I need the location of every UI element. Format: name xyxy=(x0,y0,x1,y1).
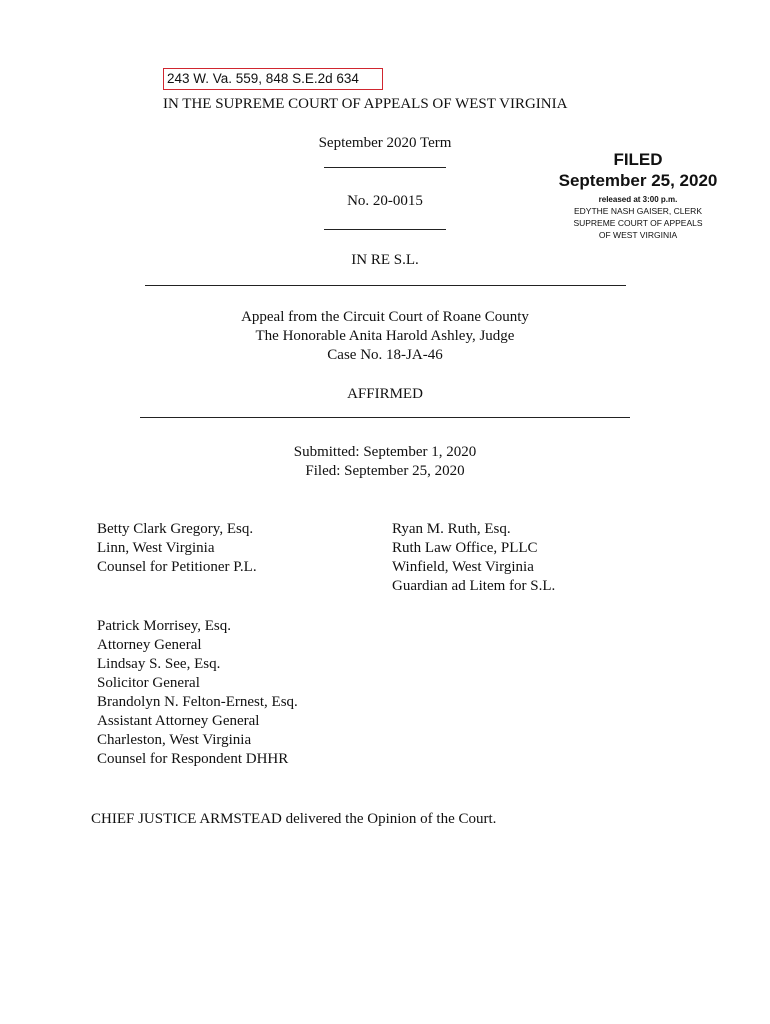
counsel-line: Brandolyn N. Felton-Ernest, Esq. xyxy=(97,694,298,710)
counsel-line: Assistant Attorney General xyxy=(97,713,260,729)
divider-long xyxy=(145,285,626,286)
case-dates xyxy=(185,443,585,481)
filed-court-line: OF WEST VIRGINIA xyxy=(598,230,678,240)
divider-long xyxy=(140,417,630,418)
docket-number: No. 20-0015 xyxy=(347,193,423,209)
opinion-delivered-by: CHIEF JUSTICE ARMSTEAD delivered the Opinion of the Court. xyxy=(91,811,497,827)
citation-link[interactable]: 243 W. Va. 559, 848 S.E.2d 634 xyxy=(163,68,383,90)
appeal-court: Appeal from the Circuit Court of Roane County xyxy=(241,309,529,325)
filed-stamp xyxy=(552,150,724,241)
counsel-petitioner xyxy=(97,520,257,577)
counsel-guardian xyxy=(392,520,555,596)
case-title: IN RE S.L. xyxy=(351,252,419,268)
divider-short xyxy=(324,229,446,230)
counsel-line: Patrick Morrisey, Esq. xyxy=(97,618,232,634)
counsel-line: Ryan M. Ruth, Esq. xyxy=(392,521,511,537)
filed-date-line: Filed: September 25, 2020 xyxy=(305,463,465,479)
filed-clerk: EDYTHE NASH GAISER, CLERK xyxy=(573,206,702,216)
counsel-line: Counsel for Respondent DHHR xyxy=(97,751,289,767)
filed-release-time: released at 3:00 p.m. xyxy=(598,195,678,204)
filed-label: FILED xyxy=(613,150,663,169)
counsel-line: Guardian ad Litem for S.L. xyxy=(392,578,556,594)
counsel-line: Attorney General xyxy=(97,637,202,653)
counsel-line: Ruth Law Office, PLLC xyxy=(392,540,538,556)
appeal-judge: The Honorable Anita Harold Ashley, Judge xyxy=(255,328,515,344)
appeal-case-number: Case No. 18-JA-46 xyxy=(327,347,443,363)
counsel-line: Lindsay S. See, Esq. xyxy=(97,656,221,672)
term: September 2020 Term xyxy=(318,135,452,151)
counsel-line: Betty Clark Gregory, Esq. xyxy=(97,521,254,537)
counsel-line: Linn, West Virginia xyxy=(97,540,215,556)
counsel-respondent xyxy=(97,617,298,769)
disposition: AFFIRMED xyxy=(347,386,423,402)
counsel-line: Winfield, West Virginia xyxy=(392,559,534,575)
counsel-line: Counsel for Petitioner P.L. xyxy=(97,559,257,575)
counsel-line: Solicitor General xyxy=(97,675,200,691)
submitted-date: Submitted: September 1, 2020 xyxy=(293,444,477,460)
appeal-info xyxy=(185,308,585,365)
filed-date: September 25, 2020 xyxy=(558,171,718,190)
divider-short xyxy=(324,167,446,168)
counsel-line: Charleston, West Virginia xyxy=(97,732,252,748)
filed-court-line: SUPREME COURT OF APPEALS xyxy=(573,218,703,228)
court-name: IN THE SUPREME COURT OF APPEALS OF WEST VIRGINIA xyxy=(163,96,568,112)
